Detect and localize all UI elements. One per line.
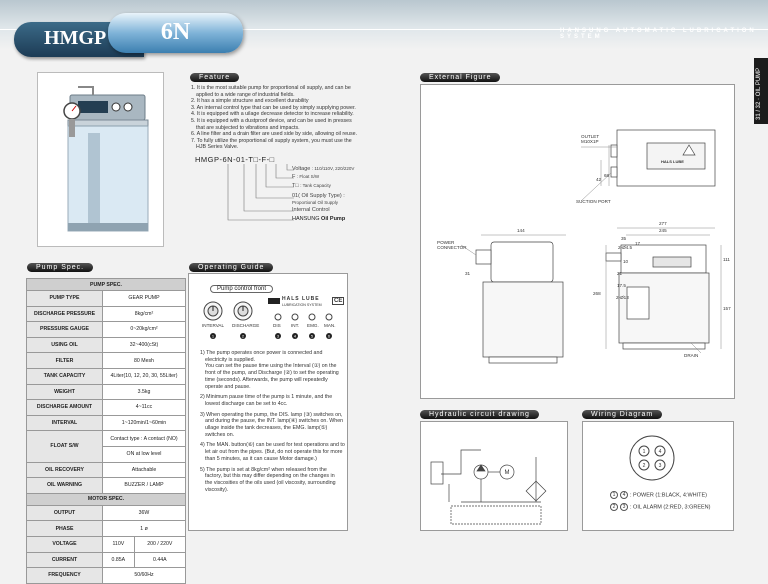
marker-number: 2 [241,333,245,339]
supply-detail: Proportional Oil Supply [292,200,339,205]
spec-value: 1~120min/1~60min [103,415,186,431]
spec-value: 1 ø [103,521,186,537]
table-row [27,291,186,307]
op-line: operate and pause. [205,383,251,390]
product-name [292,216,345,222]
dim-268: 268 [593,291,601,296]
page-number: 31 / 32 [756,101,762,120]
external-figure-drawing [421,85,734,398]
table-row [27,521,186,537]
op-line: 2) Minimum pause time of the pump is 1 minute, and the [200,394,333,401]
marker-number: 1 [211,333,215,339]
interval-label: INTERVAL [202,323,225,328]
feature-line: 6. A line filter and a drain filter are used side by side, allowing oil reuse. [191,131,358,138]
spec-label: TANK CAPACITY [27,368,103,384]
op-paragraph-3 [200,412,346,439]
model-tab: 6N [108,13,243,53]
feature-line: 7. To fully utilize the proportional oil supply system, you must use the [191,137,352,144]
spec-value: 4~11cc [103,400,186,416]
emg-lamp [309,314,315,320]
spec-label: VOLTAGE [27,536,103,552]
spec-label: INTERVAL [27,415,103,431]
table-row [27,306,186,322]
table-row [27,478,186,494]
spec-value: ON at low level [103,446,186,462]
side-tab: 31 / 32 · OIL PUMP [754,58,768,124]
hydraulic-heading: Hydraulic circuit drawing [420,410,539,419]
side-view-head [491,242,553,282]
dim-10: 10 [623,259,629,264]
pin-label: 2 [642,463,646,469]
discharge-knob [234,302,252,320]
op-line: electricity is supplied. [205,356,256,363]
pin-badge: 4 [620,491,628,499]
table-row [27,337,186,353]
company-tagline: HANSUNG AUTOMATIC LUBRICATION SYSTEM [560,28,757,40]
feature-line: HJB Series Valve. [196,144,239,151]
spec-label: FILTER [27,353,103,369]
spec-group-heading: MOTOR SPEC. [27,493,186,505]
spec-value: 80 Mesh [103,353,186,369]
control-panel-diagram [198,295,346,341]
op-line: time (seconds). Afterwards, the pump will repeatedly [205,376,328,383]
feature-line: that are subjected to vibrations and impacts. [196,124,300,131]
dim-42: 42 [596,177,602,182]
suction-label: SUCTION PORT [576,199,611,204]
feature-line: 2. It has a simple structure and excellent durability [191,98,309,105]
front-view-outlet [606,253,621,261]
dim-31: 31 [465,271,471,276]
op-line: 5) The pump is set at 8kg/cm² when released from the [200,466,327,473]
spec-label: CURRENT [27,552,103,568]
feature-heading: Feature [190,73,239,82]
spec-value: 110V [103,536,135,552]
lamp-label-dis: DIS [273,323,281,328]
table-row [27,368,186,384]
feature-line: 1. It is the most suitable pump for proportional oil supply, and can be [191,85,351,91]
motor-label: M [504,470,510,476]
spec-value: 50/60Hz [103,568,186,584]
front-view-base [623,343,705,349]
spec-value: 3.5kg [103,384,186,400]
op-line: than 5 minutes, as it can cause Motor damage.) [205,455,317,462]
side-view-tank [483,282,563,357]
op-line: switches on. [205,431,235,438]
label-brand: HALS LUBE [661,159,684,164]
dim-21: 21 [617,271,623,276]
dim-277: 277 [659,221,667,226]
hydraulic-circuit [421,422,567,530]
spec-group-heading: PUMP SPEC. [27,279,186,291]
operating-guide-heading: Operating Guide [189,263,273,272]
lamp-label-emg: EMG. [307,323,319,328]
dim-drain-hole: 2-Ø13 [616,295,629,300]
table-row [27,536,186,552]
feature-line: 3. An internal control type that can be used by simply supplying power. [191,104,356,111]
spec-label: OIL WARNING [27,478,103,494]
model-code: HMGP-6N-01-T□-F-□ [195,155,275,164]
spec-label: DISCHARGE AMOUNT [27,400,103,416]
op-line: You can set the pause time using the Interval (①) on the [205,363,337,370]
op-line: 3) When operating the pump, the DIS. lamp (③) switches on, [200,411,343,418]
dim-144: 144 [517,228,525,233]
feature-line: applied to a wide range of industrial fields. [196,91,295,98]
side-category: OIL PUMP [756,67,762,97]
marker-number: 4 [293,333,297,339]
power-connector [476,250,491,264]
spec-label: DISCHARGE PRESSURE [27,306,103,322]
dim-hole: 2-Ø4.5 [618,245,633,250]
marker-number: 3 [276,333,280,339]
dim-17: 17 [635,241,641,246]
pump-control-front-label: Pump control front [210,285,273,293]
product-photo [38,73,163,246]
int-lamp [292,314,298,320]
spec-value: Attachable [103,462,186,478]
table-row [27,400,186,416]
spec-label: WEIGHT [27,384,103,400]
wiring-heading: Wiring Diagram [582,410,662,419]
op-paragraph-5 [200,467,346,494]
pin-label: 1 [642,449,646,455]
dim-157: 157 [723,306,731,311]
marker-number: 6 [327,333,331,339]
voltage-detail: : 110/110V, 220/220V [311,166,355,171]
spec-value: 0~20kg/cm² [103,322,186,338]
op-line: the viscosities of the oils used (oil viscosity, surrounding [205,479,336,486]
spec-label: FREQUENCY [27,568,103,584]
voltage-label: Voltage [292,166,311,172]
side-view-base [489,357,557,363]
op-line: and during the pause, the INT. lamp(④) switches on. When [205,418,344,425]
pin-badge: 2 [610,503,618,511]
spec-value: 4Liter(10, 12, 20, 30, 55Liter) [103,368,186,384]
op-line: ullage inside the tank decreases, the EMG. lamp(⑤) [205,425,328,432]
feature-line: 5. It is equipped with a dustproof device, and can be used in presses [191,117,352,124]
float-label: F [292,174,296,180]
discharge-label: DISCHARGE [232,323,260,328]
panel-sub: LUBRICATION SYSTEM [282,303,322,307]
op-line: factory, but this may differ depending on the changes in [205,473,335,480]
spec-label: OIL RECOVERY [27,462,103,478]
op-paragraph-2 [200,394,346,407]
connector-housing [630,436,674,480]
table-row [27,568,186,584]
voltage-option [292,166,354,172]
op-line: let air out from the pipes. (But, do not operate this for more [205,449,343,456]
table-row [27,384,186,400]
op-line: 1) The pump operates once power is connected and [200,350,323,356]
table-row [27,462,186,478]
man-button [326,314,332,320]
relief-valve [431,462,443,484]
spec-value: 32~400(cSt) [103,337,186,353]
model-code-leaders [210,163,300,223]
return-line [461,457,541,502]
wiring-connector [628,434,676,482]
table-row [27,505,186,521]
pin-badge: 3 [620,503,628,511]
ce-mark: CE [334,298,343,304]
table-row [27,552,186,568]
spec-label: PUMP TYPE [27,291,103,307]
spec-label: PHASE [27,521,103,537]
tank-symbol [451,506,541,524]
spec-label: PRESSURE GAUGE [27,322,103,338]
dim-35: 35 [621,236,627,241]
pin-label: 4 [658,449,662,455]
panel-brand: HALS LUBE [282,296,320,302]
op-line: lowest discharge can be set to 4cc. [205,400,288,407]
connector-label: CONNECTOR [437,245,467,250]
wiring-alarm-text: : OIL ALARM (2:RED, 3:GREEN) [630,504,711,511]
spec-value: 8kg/cm² [103,306,186,322]
op-paragraph-1 [200,350,346,390]
wiring-alarm-line [610,503,710,511]
supply-option: 01( Oil Supply Type) : [292,193,345,199]
maker-name: HANSUNG [292,216,320,222]
panel-logo [268,298,280,304]
external-figure-heading: External Figure [420,73,500,82]
spec-value: 0.85A [103,552,135,568]
front-view-warning-label [627,287,649,319]
spec-label: OUTPUT [27,505,103,521]
pump-spec-heading: Pump Spec. [27,263,93,272]
spec-value: 36W [103,505,186,521]
table-row [27,322,186,338]
marker-number: 5 [310,333,314,339]
spec-value: 200 / 220V [134,536,185,552]
suction-port [611,167,617,177]
power-label: POWER [437,240,455,245]
outlet-label: OUTLET [581,134,600,139]
internal-control: Internal Control [292,207,330,213]
drain-label: DRAIN [684,353,699,358]
pin-badge: 1 [610,491,618,499]
spec-value: Contact type : A contact (NO) [103,431,186,447]
dim-17-5: 17.5 [617,283,626,288]
front-view-panel [653,257,691,267]
top-view-label-plate [647,143,705,169]
dis-lamp [275,314,281,320]
pump-spec-table [26,278,186,584]
feature-line: 4. It is equipped with a uilage decrease detector to increase reliability. [191,111,354,118]
tank-label: T□ [292,183,299,189]
brand-tab: HMGP [14,22,144,57]
spec-value: BUZZER / LAMP [103,478,186,494]
lamp-label-man: MAN. [324,323,336,328]
outlet-size: M10X1P [581,139,599,144]
float-detail: : Float S/W [296,174,320,179]
wiring-power-line [610,491,707,499]
spec-label: FLOAT S/W [27,431,103,462]
interval-knob [204,302,222,320]
lamp-label-int: INT. [291,323,300,328]
product-photo-frame [37,72,164,247]
operating-instructions [200,350,346,493]
table-row [27,415,186,431]
dim-111: 111 [723,257,730,262]
spec-label: USING OIL [27,337,103,353]
op-line: front of the pump, and Discharge (②) to set the operating [205,370,339,377]
spec-value: GEAR PUMP [103,291,186,307]
op-line: 4) The MAN. button(⑥) can be used for test operations and to [200,442,345,449]
spec-value: 0.44A [134,552,185,568]
product-label: Oil Pump [321,216,346,222]
tank-detail: : Tank Capacity [300,183,331,188]
wiring-power-text: : POWER (1:BLACK, 4:WHITE) [630,492,708,499]
feature-list [191,85,366,151]
op-line: viscosity). [205,486,229,493]
float-option [292,174,319,180]
table-row [27,431,186,447]
table-row [27,353,186,369]
dim-68: 68 [604,173,610,178]
dim-245: 245 [659,228,667,233]
pin-label: 3 [658,463,662,469]
op-paragraph-4 [200,442,346,462]
tank-option [292,183,331,189]
